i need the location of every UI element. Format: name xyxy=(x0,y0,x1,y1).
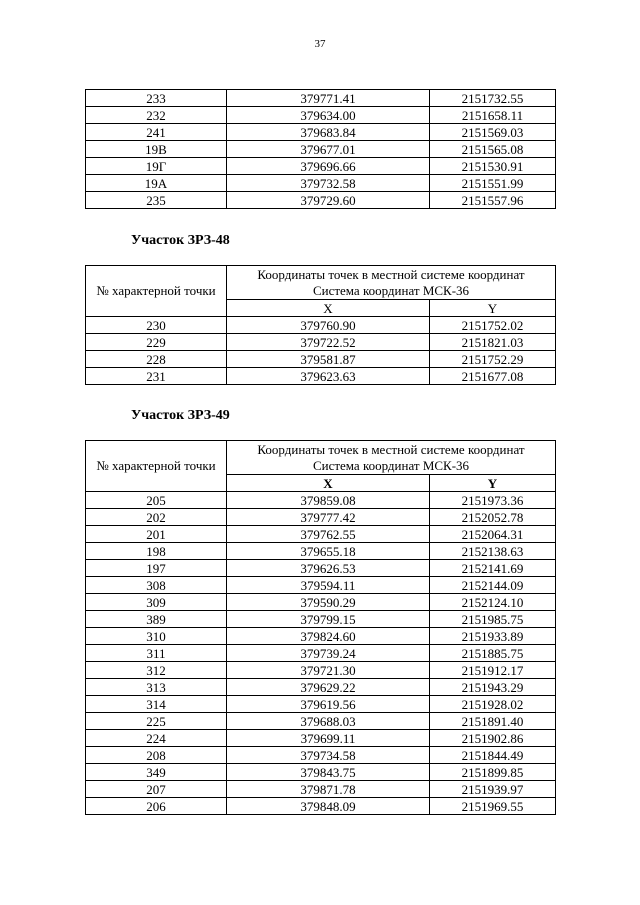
header-x: X xyxy=(227,300,430,317)
y-coordinate-cell: 2151530.91 xyxy=(430,158,556,175)
y-coordinate-cell: 2151912.17 xyxy=(430,662,556,679)
header-x: X xyxy=(227,475,430,492)
header-y: Y xyxy=(430,475,556,492)
y-coordinate-cell: 2151899.85 xyxy=(430,764,556,781)
header-coordinates-line1: Координаты точек в местной системе координат xyxy=(257,441,525,457)
x-coordinate-cell: 379734.58 xyxy=(227,747,430,764)
y-coordinate-cell: 2151844.49 xyxy=(430,747,556,764)
point-number-cell: 198 xyxy=(86,543,227,560)
y-coordinate-cell: 2151939.97 xyxy=(430,781,556,798)
point-number-cell: 311 xyxy=(86,645,227,662)
header-coordinates-line2: Система координат МСК-36 xyxy=(312,457,470,473)
point-number-cell: 197 xyxy=(86,560,227,577)
point-number-cell: 230 xyxy=(86,317,227,334)
header-coordinates-line2: Система координат МСК-36 xyxy=(312,282,470,298)
y-coordinate-cell: 2151885.75 xyxy=(430,645,556,662)
x-coordinate-cell: 379655.18 xyxy=(227,543,430,560)
table-row xyxy=(86,662,556,679)
x-coordinate-cell: 379771.41 xyxy=(227,90,430,107)
header-coordinates xyxy=(227,266,556,300)
table-row xyxy=(86,594,556,611)
header-point-number: № характерной точки xyxy=(86,266,227,317)
y-coordinate-cell: 2151973.36 xyxy=(430,492,556,509)
x-coordinate-cell: 379699.11 xyxy=(227,730,430,747)
header-point-number: № характерной точки xyxy=(86,441,227,492)
table-row xyxy=(86,107,556,124)
x-coordinate-cell: 379581.87 xyxy=(227,351,430,368)
table-row xyxy=(86,158,556,175)
x-coordinate-cell: 379722.52 xyxy=(227,334,430,351)
y-coordinate-cell: 2151969.55 xyxy=(430,798,556,815)
table-row xyxy=(86,351,556,368)
table-row xyxy=(86,611,556,628)
point-number-cell: 308 xyxy=(86,577,227,594)
x-coordinate-cell: 379739.24 xyxy=(227,645,430,662)
y-coordinate-cell: 2151732.55 xyxy=(430,90,556,107)
x-coordinate-cell: 379623.63 xyxy=(227,368,430,385)
x-coordinate-cell: 379696.66 xyxy=(227,158,430,175)
table-row xyxy=(86,124,556,141)
point-number-cell: 19А xyxy=(86,175,227,192)
table-row xyxy=(86,90,556,107)
table-row xyxy=(86,509,556,526)
y-coordinate-cell: 2152124.10 xyxy=(430,594,556,611)
table-row xyxy=(86,543,556,560)
y-coordinate-cell: 2152144.09 xyxy=(430,577,556,594)
table-row xyxy=(86,696,556,713)
y-coordinate-cell: 2151928.02 xyxy=(430,696,556,713)
point-number-cell: 314 xyxy=(86,696,227,713)
section-title-zrz-48: Участок ЗРЗ-48 xyxy=(131,233,230,248)
table-body xyxy=(86,492,556,815)
y-coordinate-cell: 2152052.78 xyxy=(430,509,556,526)
y-coordinate-cell: 2151943.29 xyxy=(430,679,556,696)
x-coordinate-cell: 379824.60 xyxy=(227,628,430,645)
x-coordinate-cell: 379721.30 xyxy=(227,662,430,679)
table-row xyxy=(86,492,556,509)
point-number-cell: 208 xyxy=(86,747,227,764)
table-body xyxy=(86,90,556,209)
y-coordinate-cell: 2151551.99 xyxy=(430,175,556,192)
y-coordinate-cell: 2151902.86 xyxy=(430,730,556,747)
x-coordinate-cell: 379871.78 xyxy=(227,781,430,798)
table-row xyxy=(86,747,556,764)
page-number: 37 xyxy=(314,38,326,50)
table-row xyxy=(86,560,556,577)
point-number-cell: 206 xyxy=(86,798,227,815)
x-coordinate-cell: 379590.29 xyxy=(227,594,430,611)
x-coordinate-cell: 379688.03 xyxy=(227,713,430,730)
table-row xyxy=(86,526,556,543)
header-y: Y xyxy=(430,300,556,317)
y-coordinate-cell: 2151891.40 xyxy=(430,713,556,730)
x-coordinate-cell: 379683.84 xyxy=(227,124,430,141)
section-title-zrz-49: Участок ЗРЗ-49 xyxy=(131,408,230,423)
point-number-cell: 229 xyxy=(86,334,227,351)
x-coordinate-cell: 379619.56 xyxy=(227,696,430,713)
table-row xyxy=(86,141,556,158)
y-coordinate-cell: 2151752.29 xyxy=(430,351,556,368)
table-row xyxy=(86,175,556,192)
point-number-cell: 231 xyxy=(86,368,227,385)
coordinates-table-continuation xyxy=(85,89,556,209)
table-row xyxy=(86,368,556,385)
table-header-row xyxy=(86,266,556,300)
x-coordinate-cell: 379859.08 xyxy=(227,492,430,509)
table-row xyxy=(86,713,556,730)
table-header-row xyxy=(86,441,556,475)
point-number-cell: 232 xyxy=(86,107,227,124)
x-coordinate-cell: 379732.58 xyxy=(227,175,430,192)
y-coordinate-cell: 2151557.96 xyxy=(430,192,556,209)
x-coordinate-cell: 379629.22 xyxy=(227,679,430,696)
coordinates-table-zrz-48 xyxy=(85,265,556,385)
point-number-cell: 349 xyxy=(86,764,227,781)
point-number-cell: 389 xyxy=(86,611,227,628)
point-number-cell: 205 xyxy=(86,492,227,509)
table-row xyxy=(86,334,556,351)
table-row xyxy=(86,628,556,645)
point-number-cell: 228 xyxy=(86,351,227,368)
table-row xyxy=(86,317,556,334)
point-number-cell: 309 xyxy=(86,594,227,611)
point-number-cell: 225 xyxy=(86,713,227,730)
table-row xyxy=(86,730,556,747)
x-coordinate-cell: 379848.09 xyxy=(227,798,430,815)
y-coordinate-cell: 2151821.03 xyxy=(430,334,556,351)
x-coordinate-cell: 379760.90 xyxy=(227,317,430,334)
x-coordinate-cell: 379799.15 xyxy=(227,611,430,628)
point-number-cell: 207 xyxy=(86,781,227,798)
point-number-cell: 224 xyxy=(86,730,227,747)
point-number-cell: 310 xyxy=(86,628,227,645)
header-coordinates-line1: Координаты точек в местной системе координат xyxy=(257,266,525,282)
x-coordinate-cell: 379777.42 xyxy=(227,509,430,526)
point-number-cell: 202 xyxy=(86,509,227,526)
point-number-cell: 313 xyxy=(86,679,227,696)
x-coordinate-cell: 379626.53 xyxy=(227,560,430,577)
table-body xyxy=(86,317,556,385)
x-coordinate-cell: 379594.11 xyxy=(227,577,430,594)
y-coordinate-cell: 2152138.63 xyxy=(430,543,556,560)
y-coordinate-cell: 2151658.11 xyxy=(430,107,556,124)
table-row xyxy=(86,192,556,209)
coordinates-table-zrz-49 xyxy=(85,440,556,815)
y-coordinate-cell: 2151565.08 xyxy=(430,141,556,158)
x-coordinate-cell: 379729.60 xyxy=(227,192,430,209)
point-number-cell: 235 xyxy=(86,192,227,209)
y-coordinate-cell: 2151985.75 xyxy=(430,611,556,628)
point-number-cell: 312 xyxy=(86,662,227,679)
table-row xyxy=(86,781,556,798)
y-coordinate-cell: 2152141.69 xyxy=(430,560,556,577)
table-row xyxy=(86,764,556,781)
point-number-cell: 241 xyxy=(86,124,227,141)
table-row xyxy=(86,577,556,594)
x-coordinate-cell: 379762.55 xyxy=(227,526,430,543)
x-coordinate-cell: 379843.75 xyxy=(227,764,430,781)
y-coordinate-cell: 2151933.89 xyxy=(430,628,556,645)
x-coordinate-cell: 379634.00 xyxy=(227,107,430,124)
point-number-cell: 19Г xyxy=(86,158,227,175)
point-number-cell: 201 xyxy=(86,526,227,543)
point-number-cell: 19В xyxy=(86,141,227,158)
table-row xyxy=(86,679,556,696)
x-coordinate-cell: 379677.01 xyxy=(227,141,430,158)
table-row xyxy=(86,798,556,815)
y-coordinate-cell: 2151752.02 xyxy=(430,317,556,334)
y-coordinate-cell: 2152064.31 xyxy=(430,526,556,543)
y-coordinate-cell: 2151569.03 xyxy=(430,124,556,141)
table-row xyxy=(86,645,556,662)
point-number-cell: 233 xyxy=(86,90,227,107)
y-coordinate-cell: 2151677.08 xyxy=(430,368,556,385)
header-coordinates xyxy=(227,441,556,475)
